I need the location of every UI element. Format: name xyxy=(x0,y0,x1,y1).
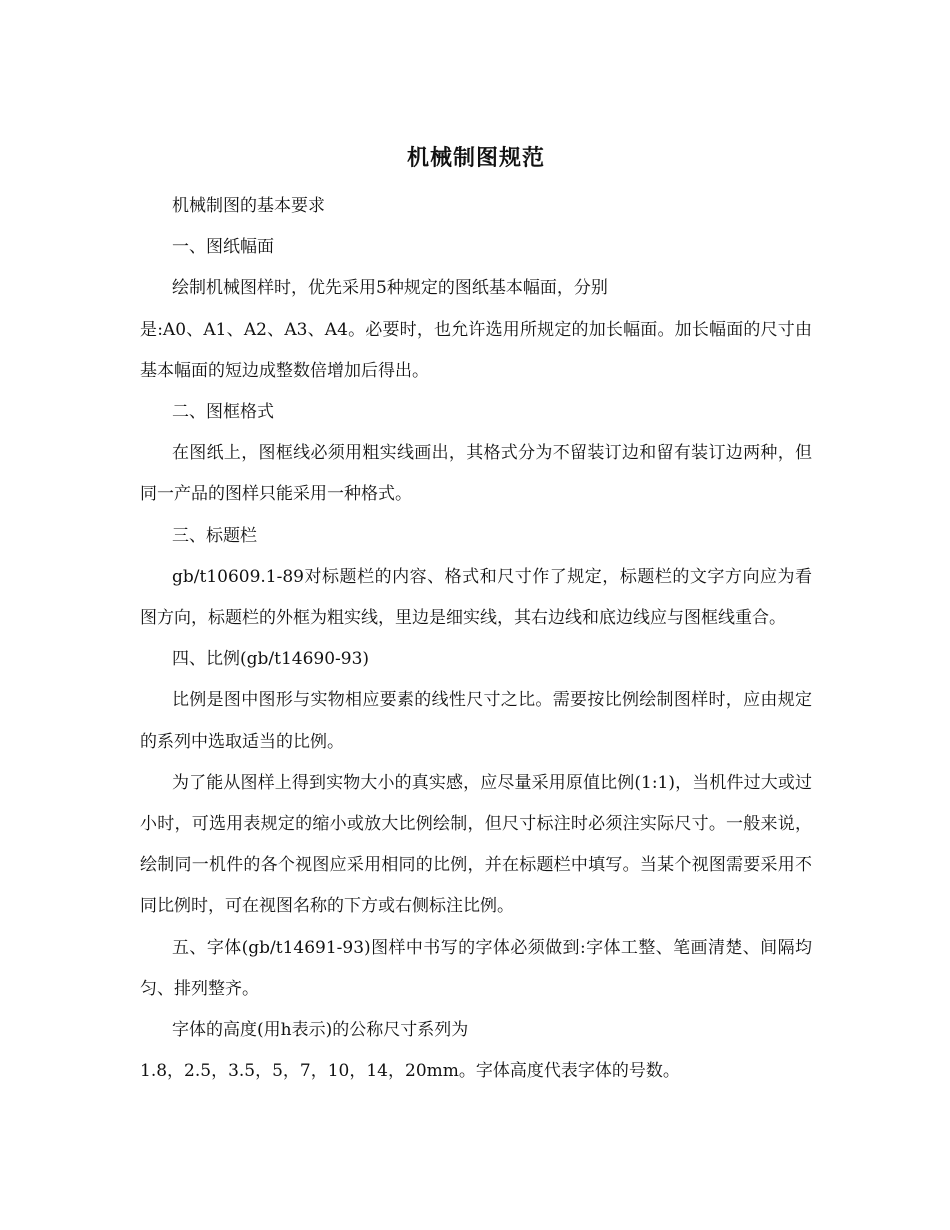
paragraph-scale-definition: 比例是图中图形与实物相应要素的线性尺寸之比。需要按比例绘制图样时，应由规定的系列中选取适当的比例。 xyxy=(140,690,812,752)
document-title: 机械制图规范 xyxy=(406,145,545,171)
paragraph-font-height-series: 1.8，2.5，3.5，5，7，10，14，20mm。字体高度代表字体的号数。 xyxy=(140,1061,680,1082)
paragraph-font-requirements: 五、字体(gb/t14691-93)图样中书写的字体必须做到:字体工整、笔画清楚、间隔均匀、排列整齐。 xyxy=(140,937,812,999)
paragraph-scale-usage: 为了能从图样上得到实物大小的真实感，应尽量采用原值比例(1:1)，当机件过大或过小时，可选用表规定的缩小或放大比例绘制，但尺寸标注时必须注实际尺寸。一般来说，绘制同一机件的各个视图应采用相同的比例，并在标题栏中填写。当某个视图需要采用不同比例时，可在视图名称的下方或右侧标注比例。 xyxy=(140,772,812,917)
paragraph-font-height-intro: 字体的高度(用h表示)的公称尺寸系列为 xyxy=(172,1020,469,1041)
paragraph-title-block: gb/t10609.1-89对标题栏的内容、格式和尺寸作了规定，标题栏的文字方向应为看图方向，标题栏的外框为粗实线，里边是细实线，其右边线和底边线应与图框线重合。 xyxy=(140,566,812,629)
heading-scale: 四、比例(gb/t14690-93) xyxy=(172,649,370,670)
paragraph-sheet-size-intro: 绘制机械图样时，优先采用5种规定的图纸基本幅面，分别 xyxy=(172,278,608,299)
paragraph-sheet-size-list: 是:A0、A1、A2、A3、A4。必要时，也允许选用所规定的加长幅面。加长幅面的尺寸由基本幅面的短边成整数倍增加后得出。 xyxy=(140,319,812,381)
heading-title-block: 三、标题栏 xyxy=(172,525,257,546)
heading-frame-format: 二、图框格式 xyxy=(172,402,274,423)
document-page xyxy=(140,140,812,1092)
paragraph-basic-requirements: 机械制图的基本要求 xyxy=(172,196,325,216)
paragraph-frame-format: 在图纸上，图框线必须用粗实线画出，其格式分为不留装订边和留有装订边两种，但同一产品的图样只能采用一种格式。 xyxy=(140,443,812,505)
heading-drawing-sheet-size: 一、图纸幅面 xyxy=(172,237,274,258)
